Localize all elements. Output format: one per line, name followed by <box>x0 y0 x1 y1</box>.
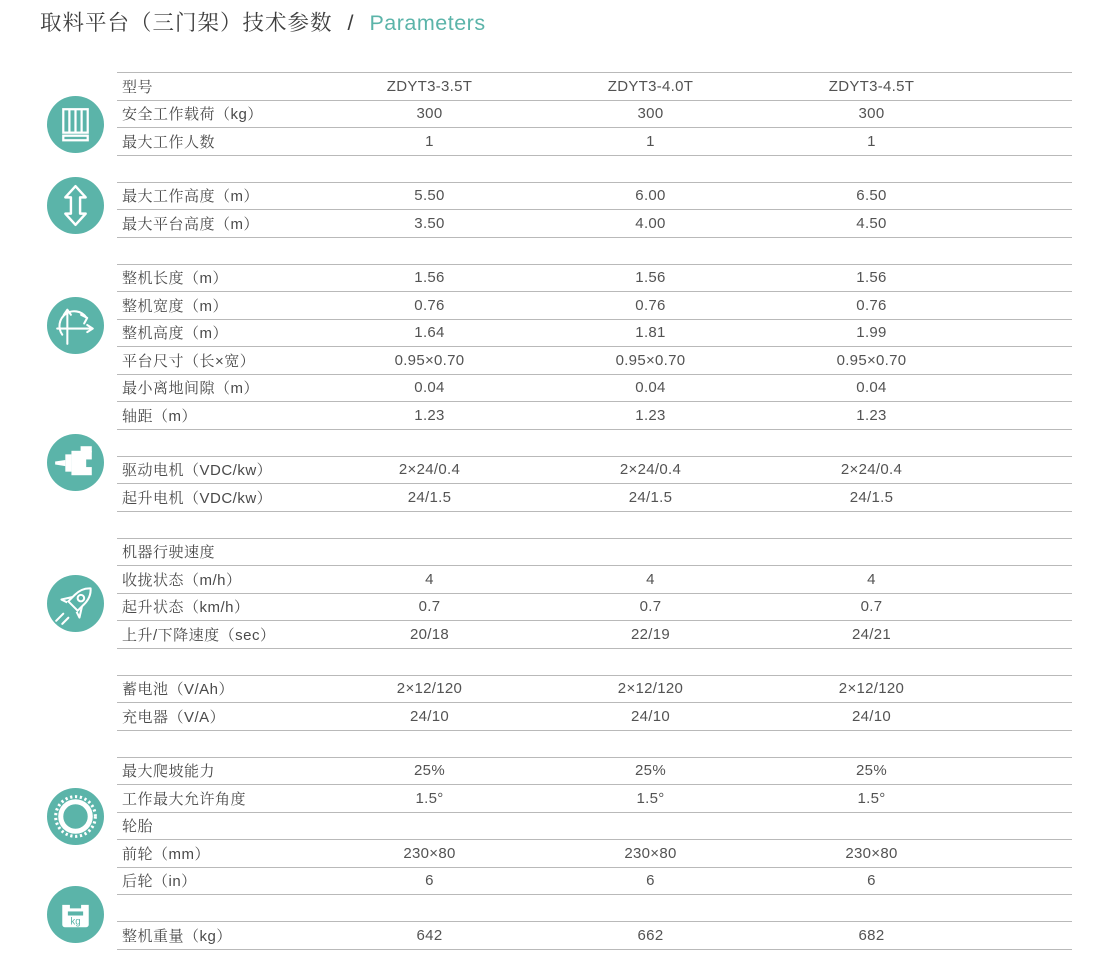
value-cell: 682 <box>858 926 885 944</box>
model-name: ZDYT3-4.0T <box>607 77 694 95</box>
height-arrows-icon <box>47 177 104 234</box>
value-cell: 4.50 <box>856 214 887 232</box>
model-name: ZDYT3-3.5T <box>386 77 473 95</box>
value-cell: 1.99 <box>856 324 887 342</box>
row-label: 起升状态（km/h） <box>122 599 250 617</box>
value-cell: 4 <box>425 570 434 588</box>
weight-kg-icon <box>47 886 104 943</box>
table-row <box>117 784 1072 812</box>
tire-icon <box>47 788 104 845</box>
value-cell: 642 <box>416 926 443 944</box>
row-label: 最大爬坡能力 <box>122 763 216 781</box>
table-group-slope-tires <box>117 757 1072 896</box>
value-cell: 230×80 <box>845 844 898 862</box>
table-row <box>117 100 1072 128</box>
row-label: 上升/下降速度（sec） <box>122 626 276 644</box>
table-group-motors <box>117 456 1072 512</box>
row-label: 安全工作载荷（kg） <box>122 106 263 124</box>
value-cell: 1.64 <box>414 324 445 342</box>
row-label: 收拢状态（m/h） <box>122 571 242 589</box>
value-cell: 300 <box>416 105 443 123</box>
value-cell: 22/19 <box>630 625 671 643</box>
value-cell: 24/10 <box>630 707 671 725</box>
table-subheader-row <box>117 812 1072 840</box>
value-cell: 1 <box>867 132 876 150</box>
value-cell: 6.50 <box>856 187 887 205</box>
value-cell: 25% <box>856 762 887 780</box>
table-row <box>117 565 1072 593</box>
table-row <box>117 456 1072 484</box>
model-name: ZDYT3-4.5T <box>828 77 915 95</box>
value-cell: 0.7 <box>860 598 883 616</box>
table-row <box>117 127 1072 155</box>
row-label: 工作最大允许角度 <box>122 790 247 808</box>
table-group-load <box>117 72 1072 156</box>
table-group-battery <box>117 675 1072 731</box>
value-cell: 0.04 <box>414 379 445 397</box>
row-label: 最大工作人数 <box>122 133 216 151</box>
row-label: 起升电机（VDC/kw） <box>122 489 273 507</box>
table-row <box>117 291 1072 319</box>
dimensions-axes-icon <box>47 297 104 354</box>
table-header-row <box>117 72 1072 100</box>
value-cell: 24/10 <box>851 707 892 725</box>
value-cell: 20/18 <box>409 625 450 643</box>
motor-icon <box>47 434 104 491</box>
row-label: 整机长度（m） <box>122 270 228 288</box>
value-cell: 24/1.5 <box>628 488 673 506</box>
mast-icon <box>47 96 104 153</box>
page-title-zh: 取料平台（三门架）技术参数 <box>40 11 333 35</box>
value-cell: 0.76 <box>635 296 666 314</box>
value-cell: 300 <box>858 105 885 123</box>
row-label: 后轮（in） <box>122 873 197 891</box>
weight-unit-label: kg <box>70 916 81 928</box>
subheader-label: 轮胎 <box>122 818 154 836</box>
value-cell: 6 <box>425 872 434 890</box>
value-cell: 0.95×0.70 <box>836 351 907 369</box>
value-cell: 0.95×0.70 <box>615 351 686 369</box>
page-title <box>40 6 486 37</box>
table-row <box>117 483 1072 511</box>
value-cell: 5.50 <box>414 187 445 205</box>
table-row <box>117 319 1072 347</box>
value-cell: 1.5° <box>857 789 886 807</box>
value-cell: 4 <box>867 570 876 588</box>
parameters-table <box>117 72 1072 967</box>
value-cell: 0.76 <box>856 296 887 314</box>
row-label: 驱动电机（VDC/kw） <box>122 462 273 480</box>
value-cell: 6 <box>867 872 876 890</box>
row-label: 最大平台高度（m） <box>122 215 259 233</box>
table-row <box>117 374 1072 402</box>
value-cell: 2×24/0.4 <box>398 461 461 479</box>
table-group-dimensions <box>117 264 1072 430</box>
row-label: 整机宽度（m） <box>122 297 228 315</box>
value-cell: 24/1.5 <box>849 488 894 506</box>
value-cell: 0.95×0.70 <box>394 351 465 369</box>
row-label: 轴距（m） <box>122 407 197 425</box>
table-row <box>117 209 1072 237</box>
value-cell: 1.23 <box>635 406 666 424</box>
page-title-separator: / <box>347 11 355 35</box>
value-cell: 6.00 <box>635 187 666 205</box>
row-label: 平台尺寸（长×宽） <box>122 352 256 370</box>
table-row <box>117 675 1072 703</box>
value-cell: 25% <box>414 762 445 780</box>
value-cell: 3.50 <box>414 214 445 232</box>
row-label: 最大工作高度（m） <box>122 188 259 206</box>
row-label: 充电器（V/A） <box>122 708 226 726</box>
value-cell: 230×80 <box>403 844 456 862</box>
rocket-icon <box>47 575 104 632</box>
value-cell: 1.23 <box>856 406 887 424</box>
value-cell: 2×12/120 <box>617 680 684 698</box>
value-cell: 230×80 <box>624 844 677 862</box>
row-label: 蓄电池（V/Ah） <box>122 681 235 699</box>
table-group-height <box>117 182 1072 238</box>
value-cell: 662 <box>637 926 664 944</box>
value-cell: 0.7 <box>418 598 441 616</box>
value-cell: 2×24/0.4 <box>619 461 682 479</box>
value-cell: 25% <box>635 762 666 780</box>
table-group-weight <box>117 921 1072 950</box>
table-row <box>117 702 1072 730</box>
value-cell: 1.56 <box>414 269 445 287</box>
subheader-label: 机器行驶速度 <box>122 544 216 562</box>
value-cell: 24/21 <box>851 625 892 643</box>
table-group-speed <box>117 538 1072 649</box>
row-label: 前轮（mm） <box>122 845 210 863</box>
value-cell: 0.04 <box>856 379 887 397</box>
value-cell: 1 <box>646 132 655 150</box>
table-row <box>117 593 1072 621</box>
value-cell: 300 <box>637 105 664 123</box>
value-cell: 1.5° <box>636 789 665 807</box>
value-cell: 4 <box>646 570 655 588</box>
table-row <box>117 401 1072 429</box>
table-row <box>117 264 1072 292</box>
value-cell: 1.81 <box>635 324 666 342</box>
value-cell: 1.5° <box>415 789 444 807</box>
table-row <box>117 867 1072 895</box>
value-cell: 1.23 <box>414 406 445 424</box>
row-label: 最小离地间隙（m） <box>122 380 259 398</box>
value-cell: 6 <box>646 872 655 890</box>
row-label: 整机高度（m） <box>122 325 228 343</box>
value-cell: 1.56 <box>856 269 887 287</box>
page-title-en: Parameters <box>369 11 486 35</box>
value-cell: 0.76 <box>414 296 445 314</box>
value-cell: 2×24/0.4 <box>840 461 903 479</box>
value-cell: 0.04 <box>635 379 666 397</box>
table-row <box>117 620 1072 648</box>
table-row <box>117 839 1072 867</box>
value-cell: 1 <box>425 132 434 150</box>
value-cell: 2×12/120 <box>838 680 905 698</box>
value-cell: 1.56 <box>635 269 666 287</box>
row-label: 整机重量（kg） <box>122 927 232 945</box>
table-row <box>117 182 1072 210</box>
table-row <box>117 346 1072 374</box>
value-cell: 24/1.5 <box>407 488 452 506</box>
table-row <box>117 757 1072 785</box>
value-cell: 2×12/120 <box>396 680 463 698</box>
table-row <box>117 921 1072 949</box>
table-subheader-row <box>117 538 1072 566</box>
value-cell: 24/10 <box>409 707 450 725</box>
value-cell: 0.7 <box>639 598 662 616</box>
model-header-label: 型号 <box>122 78 154 96</box>
value-cell: 4.00 <box>635 214 666 232</box>
